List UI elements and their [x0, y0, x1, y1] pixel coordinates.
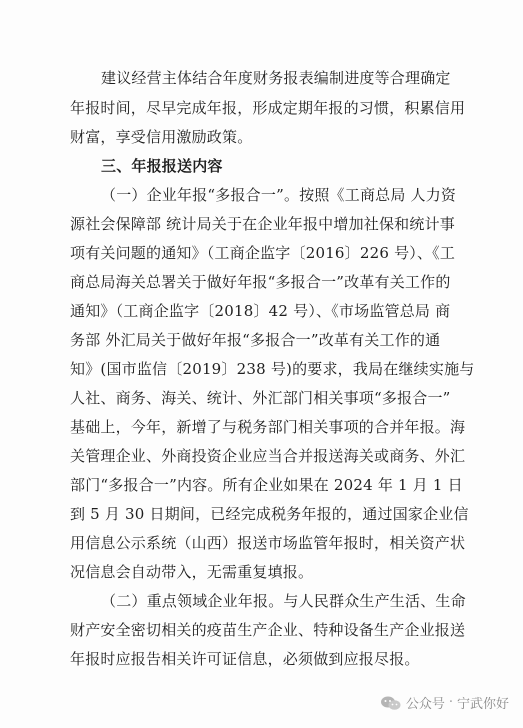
paragraph-3-line-1: （二）重点领域企业年报。与人民群众生产生活、生命	[101, 592, 466, 610]
paragraph-2-line-14: 况信息会自动带入，无需重复填报。	[70, 563, 314, 581]
paragraph-2-line-13: 用信息公示系统（山西）报送市场监管年报时，相关资产状	[70, 534, 466, 552]
paragraph-2-line-9: 基础上，今年，新增了与税务部门相关事项的合并年报。海	[70, 418, 466, 436]
paragraph-2-line-11: 部门“多报合一”内容。所有企业如果在 2024 年 1 月 1 日	[70, 476, 463, 494]
section-heading-3: 三、年报报送内容	[101, 157, 223, 175]
paragraph-2-line-8: 人社、商务、海关、统计、外汇部门相关事项“多报合一”	[70, 389, 451, 407]
paragraph-3-line-3: 年报时应报告相关许可证信息，必须做到应报尽报。	[70, 650, 420, 668]
paragraph-2-line-6: 务部 外汇局关于做好年报“多报合一”改革有关工作的通	[70, 331, 441, 349]
watermark-separator: ·	[448, 695, 453, 710]
watermark-account-name: 宁武你好	[456, 697, 509, 712]
paragraph-2-line-10: 关管理企业、外商投资企业应当合并报送海关或商务、外汇	[70, 447, 466, 465]
paragraph-3-line-2: 财产安全密切相关的疫苗生产企业、特种设备生产企业报送	[70, 621, 466, 639]
paragraph-2-line-2: 源社会保障部 统计局关于在企业年报中增加社保和统计事	[70, 215, 455, 233]
watermark-label: 公众号	[405, 697, 445, 712]
paragraph-1-line-3: 财富，享受信用激励政策。	[70, 128, 253, 146]
paragraph-2-line-7: 知》(国市监信〔2019〕238 号)的要求，我局在继续实施与	[70, 360, 475, 378]
paragraph-1-line-1: 建议经营主体结合年度财务报表编制进度等合理确定	[101, 69, 451, 87]
paragraph-2-line-3: 项有关问题的通知》（工商企监字〔2016〕226 号）、《工	[70, 244, 456, 262]
wechat-watermark	[380, 693, 509, 712]
paragraph-2-line-12: 到 5 月 30 日期间，已经完成税务年报的，通过国家企业信	[70, 505, 469, 523]
wechat-official-account-icon	[380, 695, 402, 711]
paragraph-1-line-2: 年报时间，尽早完成年报，形成定期年报的习惯，积累信用	[70, 99, 466, 117]
paragraph-2-line-5: 通知》（工商企监字〔2018〕42 号）、《市场监管总局 商	[70, 302, 451, 320]
paragraph-2-line-1: （一）企业年报“多报合一”。按照《工商总局 人力资	[101, 186, 457, 204]
paragraph-2-line-4: 商总局海关总署关于做好年报“多报合一”改革有关工作的	[70, 273, 451, 291]
